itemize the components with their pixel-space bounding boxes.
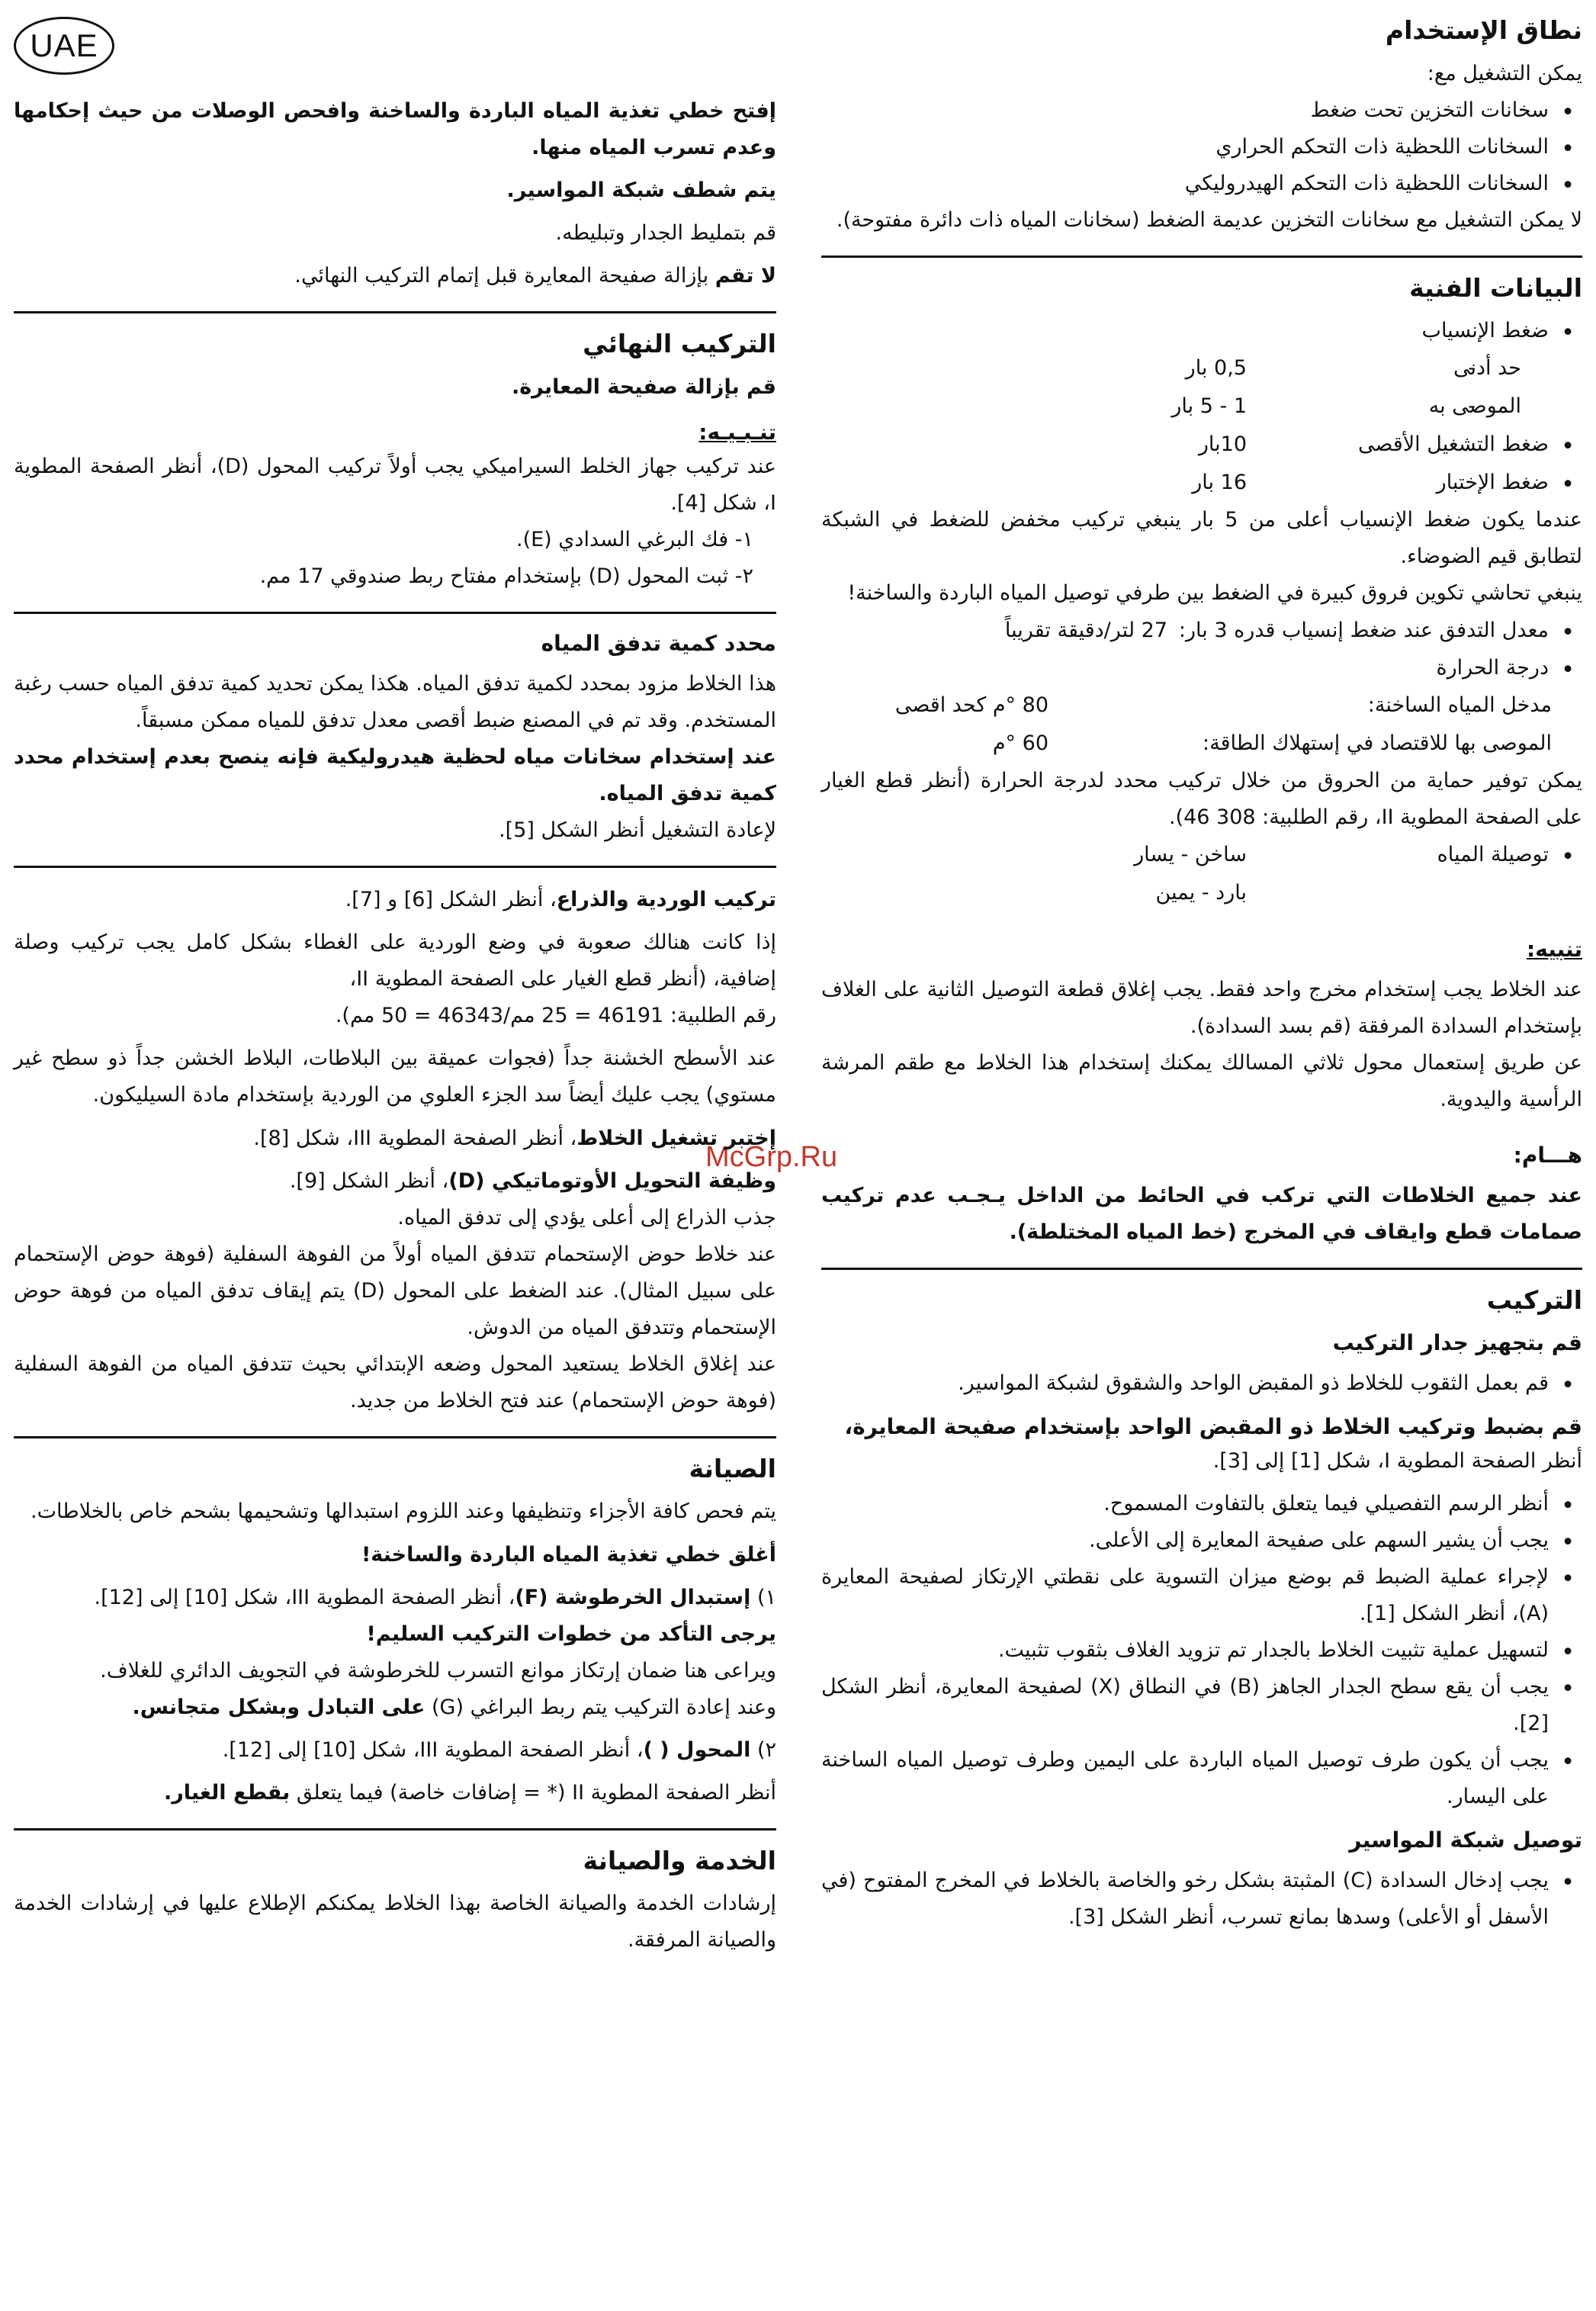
test-pressure-label: • ضغط الإختبار xyxy=(1436,471,1549,495)
flow-rate-label: • معدل التدفق عند ضغط إنسياب قدره 3 بار: xyxy=(1178,619,1549,643)
connection-row xyxy=(821,836,1582,874)
service-paragraph: إرشادات الخدمة والصيانة الخاصة بهذا الخلاط يمكنكم الإطلاع عليها في إرشادات الخدمة والصيانة المرفقة. xyxy=(14,1892,776,1953)
final-title: التركيب النهائي xyxy=(583,329,776,359)
max-pressure-value: 10بار xyxy=(1198,432,1247,457)
usage-list xyxy=(821,92,1582,202)
diverter-paragraph: عند إغلاق الخلاط يستعيد المحول وضعه الإبتدائي بحيث تتدفق المياه من الفوهة السفلية (فوهة حوض الإستحمام) عند فتح الخلاط من جديد. xyxy=(14,1352,776,1413)
limiter-paragraph: لإعادة التشغيل أنظر الشكل [5]. xyxy=(499,818,776,843)
cartridge-step-bold: إستبدال الخرطوشة (F) xyxy=(515,1585,751,1609)
divider xyxy=(14,866,776,868)
tech-paragraph: يمكن توفير حماية من الحروق من خلال تركيب محدد لدرجة الحرارة (أنظر قطع الغيار على الصفحة المطوية II، رقم الطلبية: 308 46). xyxy=(821,769,1582,830)
rec-pressure-value: 1 - 5 بار xyxy=(1171,394,1247,419)
final-section xyxy=(14,327,776,595)
test-pressure-row xyxy=(821,464,1582,502)
pipes-title: توصيل شبكة المواسير xyxy=(1349,1827,1582,1853)
screws-bold: على التبادل وبشكل متجانس. xyxy=(132,1695,425,1719)
flush-paragraph: يتم شطف شبكة المواسير. xyxy=(506,178,776,203)
divider xyxy=(14,1828,776,1830)
min-pressure-row xyxy=(821,349,1582,387)
flow-pressure-label: • ضغط الإنسياب xyxy=(821,313,1582,349)
eco-temp-value: 60 °م xyxy=(992,731,1048,756)
caution-paragraph: عند الخلاط يجب إستخدام مخرج واحد فقط. يجب إغلاق قطعة التوصيل الثانية على الغلاف بإستخدام السدادة المرفقة (قم بسد السدادة). xyxy=(821,978,1582,1039)
adjust-ref: أنظر الصفحة المطوية I، شكل [1] إلى [3]. xyxy=(1212,1448,1582,1473)
list-item: • قم بعمل الثقوب للخلاط ذو المقبض الواحد والشقوق لشبكة المواسير. xyxy=(821,1365,1582,1402)
list-item: • السخانات اللحظية ذات التحكم الحراري xyxy=(821,129,1582,166)
country-badge: UAE xyxy=(14,17,114,75)
final-step: ١- فك البرغي السدادي (E). xyxy=(515,527,753,551)
no-remove-rest: بإزالة صفيحة المعايرة قبل إتمام التركيب النهائي. xyxy=(294,264,715,288)
hot-inlet-label: مدخل المياه الساخنة: xyxy=(1367,693,1552,718)
tech-title: البيانات الفنية xyxy=(1409,272,1582,303)
min-pressure-value: 0,5 بار xyxy=(1185,356,1247,381)
tech-paragraph: عندما يكون ضغط الإنسياب أعلى من 5 بار ينبغي تركيب مخفض للضغط في الشبكة لتطابق قيم الضوضاء. xyxy=(821,508,1582,569)
service-section xyxy=(14,1844,776,1959)
caution-title: تنبيه: xyxy=(1527,937,1582,963)
usage-note: لا يمكن التشغيل مع سخانات التخزين عديمة الضغط (سخانات المياه ذات دائرة مفتوحة). xyxy=(836,207,1582,232)
install-list xyxy=(821,1486,1582,1815)
hot-inlet-value: 80 °م كحد اقصى xyxy=(894,693,1048,718)
no-remove-paragraph xyxy=(14,258,776,294)
caution-paragraph: عن طريق إستعمال محول ثلاثي المسالك يمكنك إستخدام هذا الخلاط مع طقم المرشة الرأسية واليدوية. xyxy=(821,1051,1582,1112)
diverter-step xyxy=(14,1732,776,1769)
tech-paragraph: ينبغي تحاشي تكوين فروق كبيرة في الضغط بين طرفي توصيل المياه الباردة والساخنة! xyxy=(847,581,1582,606)
diverter-title-bold: وظيفة التحويل الأوتوماتيكي (D) xyxy=(448,1168,776,1193)
list-item: • لإجراء عملية الضبط قم بوضع ميزان التسوية على نقطتي الإرتكاز لصفيحة المعايرة (A)، أنظر الشكل [1]. xyxy=(821,1559,1582,1632)
usage-section xyxy=(821,14,1582,239)
connection-cold: بارد - يمين xyxy=(1155,881,1247,905)
eco-temp-label: الموصى بها للاقتصاد في إستهلاك الطاقة: xyxy=(1203,731,1552,756)
wall-prep-title: قم بتجهيز جدار التركيب xyxy=(1332,1329,1582,1355)
spare-parts-paragraph xyxy=(14,1775,776,1811)
test-pressure-value: 16 بار xyxy=(1192,471,1247,495)
maintenance-title: الصيانة xyxy=(689,1453,776,1483)
maintenance-section xyxy=(14,1452,776,1811)
cartridge-step-rest: ، أنظر الصفحة المطوية III، شكل [10] إلى [12]. xyxy=(94,1585,515,1609)
list-item: • يجب أن يشير السهم على صفيحة المعايرة إلى الأعلى. xyxy=(821,1522,1582,1559)
min-pressure-label: - حد أدنى xyxy=(1453,356,1521,381)
list-item: • سخانات التخزين تحت ضغط xyxy=(821,92,1582,129)
install-title: التركيب xyxy=(1486,1285,1582,1316)
divider xyxy=(821,256,1582,258)
connection-row-2 xyxy=(821,874,1582,912)
diverter-title xyxy=(14,1163,776,1200)
maintenance-paragraph: يتم فحص كافة الأجزاء وتنظيفها وعند اللزوم استبدالها وتشحيمها بشحم خاص بالخلاطات. xyxy=(31,1499,776,1524)
usage-title: نطاق الإستخدام xyxy=(1385,15,1582,45)
spare-parts-bold: بقطع الغيار. xyxy=(163,1780,291,1805)
rosette-title-rest: ، أنظر الشكل [6] و [7]. xyxy=(345,888,557,912)
rosette-title-bold: تركيب الوردية والذراع xyxy=(556,888,776,912)
usage-intro: يمكن التشغيل مع: xyxy=(1427,61,1582,85)
eco-temp-row xyxy=(821,725,1582,763)
open-supply-paragraph: إفتح خطي تغذية المياه الباردة والساخنة وافحص الوصلات من حيث إحكامها وعدم تسرب المياه منها. xyxy=(14,99,776,160)
divider xyxy=(14,1436,776,1438)
final-remove-plate: قم بإزالة صفيحة المعايرة. xyxy=(511,374,776,399)
final-paragraph: عند تركيب جهاز الخلط السيراميكي يجب أولاً تركيب المحول (D)، أنظر الصفحة المطوية I، شكل [4]. xyxy=(14,454,777,515)
final-caution-title: تنـبـيـه: xyxy=(698,419,776,445)
watermark: McGrp.Ru xyxy=(705,1141,838,1173)
plaster-paragraph: قم بتمليط الجدار وتبليطه. xyxy=(555,221,776,246)
connection-label: • توصيلة المياه xyxy=(1437,843,1549,867)
flow-rate-row xyxy=(821,612,1582,650)
divider xyxy=(14,612,776,614)
list-item: • السخانات اللحظية ذات التحكم الهيدروليكي xyxy=(821,166,1582,202)
diverter-step-bold: المحول ( ) xyxy=(643,1737,751,1762)
limiter-paragraph: هذا الخلاط مزود بمحدد لكمية تدفق المياه. هكذا يمكن تحديد كمية تدفق المياه حسب رغبة المستخدم. وقد تم في المصنع ضبط أقصى معدل تدفق للمياه ممكن مسبقاً. xyxy=(14,672,776,733)
important-section xyxy=(821,1139,1582,1251)
diverter-step-num: ٢) xyxy=(750,1737,776,1762)
rec-pressure-row xyxy=(821,387,1582,426)
cartridge-step-num: ١) xyxy=(750,1585,776,1609)
cartridge-check: يرجى التأكد من خطوات التركيب السليم! xyxy=(366,1622,776,1646)
rosette-section xyxy=(14,882,776,1419)
right-column xyxy=(821,14,1582,1937)
max-pressure-row xyxy=(821,426,1582,464)
temperature-label: • درجة الحرارة xyxy=(821,650,1582,686)
adjust-title: قم بضبط وتركيب الخلاط ذو المقبض الواحد بإستخدام صفيحة المعايرة، xyxy=(844,1413,1582,1439)
important-title: هـــام: xyxy=(1513,1143,1582,1168)
screws-rest: وعند إعادة التركيب يتم ربط البراغي (G) xyxy=(425,1695,776,1719)
list-item: • أنظر الرسم التفصيلي فيما يتعلق بالتفاوت المسموح. xyxy=(821,1486,1582,1522)
rec-pressure-label: - الموصى به xyxy=(1428,394,1521,419)
important-paragraph: عند جميع الخلاطات التي تركب في الحائط من الداخل يـجـب عدم تركيب صمامات قطع وايقاف في المخرج (خط المياه المختلطة). xyxy=(821,1184,1582,1245)
left-column xyxy=(14,93,776,1959)
diverter-paragraph: عند خلاط حوض الإستحمام تتدفق المياه أولاً من الفوهة السفلية (فوهة حوض الإستحمام على سبيل المثال). عند الضغط على المحول (D) يتم إيقاف تدفق المياه من فوهة حوض الإستحمام وتتدفق المياه من الدوش. xyxy=(14,1242,777,1339)
install-section xyxy=(821,1284,1582,1936)
test-title xyxy=(14,1120,776,1157)
maintenance-paragraph xyxy=(14,1689,776,1726)
flow-rate-value: 27 لتر/دقيقة تقريباً xyxy=(1004,619,1167,643)
rosette-paragraph: عند الأسطح الخشنة جداً (فجوات عميقة بين البلاطات، البلاط الخشن جداً ذو سطح غير مستوي) يجب عليك أيضاً سد الجزء العلوي من الوردية بإستخدام مادة السيليكون. xyxy=(14,1046,776,1107)
maintenance-close-supply: أغلق خطي تغذية المياه الباردة والساخنة! xyxy=(361,1542,776,1567)
service-title: الخدمة والصيانة xyxy=(583,1845,776,1875)
diverter-step-rest: ، أنظر الصفحة المطوية III، شكل [10] إلى [12]. xyxy=(222,1737,644,1762)
rosette-paragraph: إذا كانت هنالك صعوبة في وضع الوردية على الغطاء بشكل كامل يجب تركيب وصلة إضافية، (أنظر قطع الغيار على الصفحة المطوية II، xyxy=(14,931,776,992)
divider xyxy=(14,311,776,313)
rosette-paragraph: رقم الطلبية: 46191 = 25 مم/46343 = 50 مم). xyxy=(335,1004,776,1028)
list-item: • يجب إدخال السدادة (C) المثبتة بشكل رخو والخاصة بالخلاط في المخرج المفتوح (في الأسفل أو الأعلى) وسدها بمانع تسرب، أنظر الشكل [3]. xyxy=(821,1863,1582,1936)
spare-parts-rest: أنظر الصفحة المطوية II (* = إضافات خاصة) فيما يتعلق xyxy=(290,1780,776,1805)
no-remove-bold: لا تقم xyxy=(715,264,776,288)
maintenance-paragraph: ويراعى هنا ضمان إرتكاز موانع التسرب للخرطوشة في التجويف الدائري للغلاف. xyxy=(100,1658,776,1683)
top-section xyxy=(14,93,776,294)
diverter-paragraph: جذب الذراع إلى أعلى يؤدي إلى تدفق المياه. xyxy=(397,1205,776,1229)
test-title-rest: ، أنظر الصفحة المطوية III، شكل [8]. xyxy=(253,1126,577,1150)
cartridge-step xyxy=(14,1580,776,1616)
test-title-bold: إختبر تشغيل الخلاط xyxy=(576,1126,776,1150)
divider xyxy=(821,1268,1582,1270)
limiter-section xyxy=(14,628,776,849)
limiter-paragraph: عند إستخدام سخانات مياه لحظية هيدروليكية فإنه ينصح بعدم إستخدام محدد كمية تدفق المياه. xyxy=(14,745,776,806)
diverter-title-rest: ، أنظر الشكل [9]. xyxy=(289,1168,449,1193)
tech-section xyxy=(821,272,1582,912)
final-step: ٢- ثبت المحول (D) بإستخدام مفتاح ربط صندوقي 17 مم. xyxy=(259,564,753,588)
caution-section xyxy=(821,934,1582,1118)
list-item: • يجب أن يقع سطح الجدار الجاهز (B) في النطاق (X) لصفيحة المعايرة، أنظر الشكل [2]. xyxy=(821,1669,1582,1742)
rosette-title xyxy=(14,882,776,918)
limiter-title: محدد كمية تدفق المياه xyxy=(541,631,776,657)
connection-hot: ساخن - يسار xyxy=(1134,843,1247,867)
list-item: • يجب أن يكون طرف توصيل المياه الباردة على اليمين وطرف توصيل المياه الساخنة على اليسار. xyxy=(821,1742,1582,1815)
list-item: • لتسهيل عملية تثبيت الخلاط بالجدار تم تزويد الغلاف بثقوب تثبيت. xyxy=(821,1632,1582,1669)
max-pressure-label: • ضغط التشغيل الأقصى xyxy=(1357,432,1549,457)
hot-inlet-row xyxy=(821,686,1582,725)
